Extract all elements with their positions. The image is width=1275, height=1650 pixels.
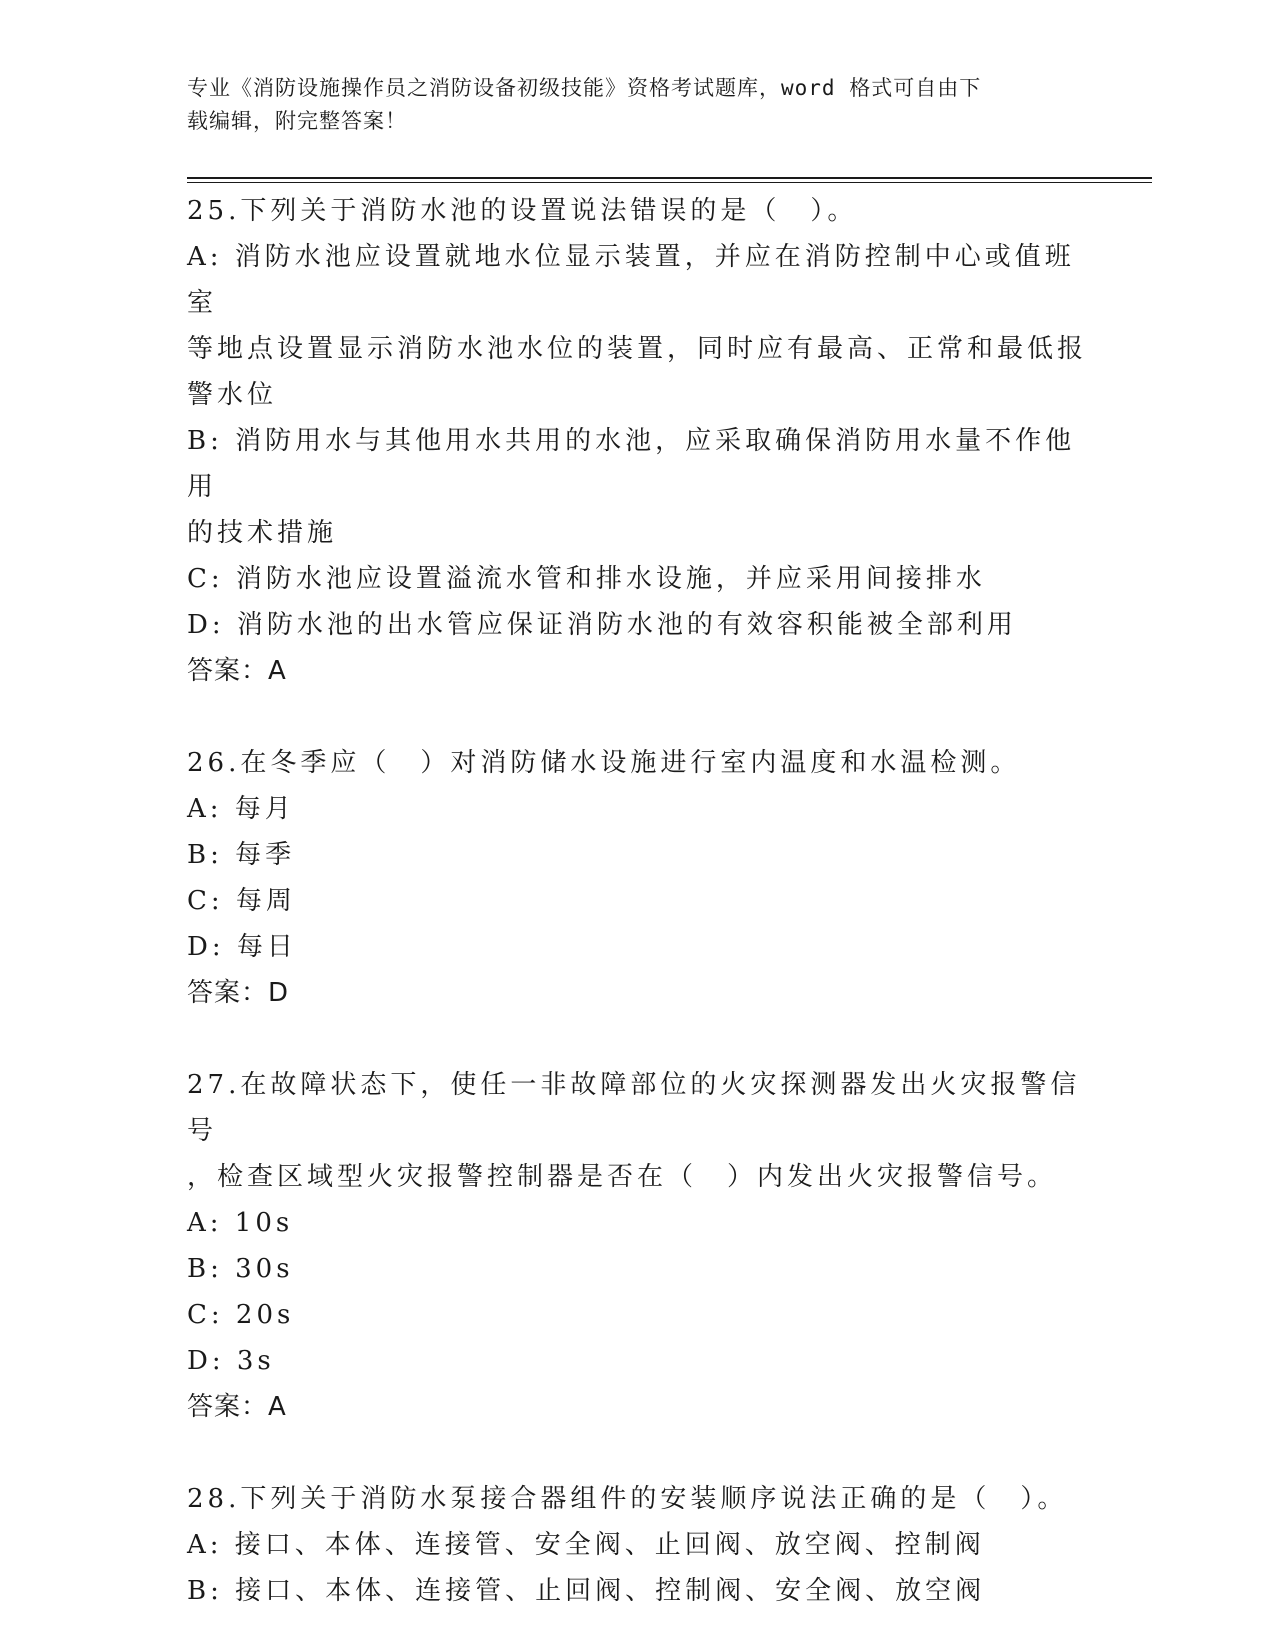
question-28	[187, 1476, 1087, 1614]
answer-line: 答案：D	[187, 978, 290, 1008]
question-stem: 25.下列关于消防水池的设置说法错误的是（ ）。	[187, 196, 858, 226]
option-c: C: 每周	[187, 886, 296, 916]
option-b: B: 消防用水与其他用水共用的水池，应采取确保消防用水量不作他用 的技术措施	[187, 426, 1076, 548]
header-divider-thick	[187, 177, 1152, 179]
header-line-1: 专业《消防设施操作员之消防设备初级技能》资格考试题库，word 格式可自由下	[187, 76, 982, 100]
option-c: C: 20s	[187, 1300, 295, 1330]
option-d: D: 消防水池的出水管应保证消防水池的有效容积能被全部利用	[187, 610, 1017, 640]
spacer	[187, 694, 1087, 740]
header-line-2: 载编辑，附完整答案！	[187, 109, 407, 133]
option-d: D: 3s	[187, 1346, 275, 1376]
spacer	[187, 1430, 1087, 1476]
document-header	[187, 72, 1087, 138]
question-stem: 28.下列关于消防水泵接合器组件的安装顺序说法正确的是（ ）。	[187, 1484, 1068, 1514]
question-26	[187, 740, 1087, 1016]
answer-line: 答案：A	[187, 656, 287, 686]
question-list	[187, 188, 1087, 1614]
option-d: D: 每日	[187, 932, 297, 962]
question-stem: 27.在故障状态下，使任一非故障部位的火灾探测器发出火灾报警信号 ，检查区域型火灾报警控制器是否在（ ）内发出火灾报警信号。	[187, 1070, 1081, 1192]
option-c: C: 消防水池应设置溢流水管和排水设施，并应采用间接排水	[187, 564, 986, 594]
option-b: B: 30s	[187, 1254, 294, 1284]
option-a: A: 10s	[187, 1208, 294, 1238]
header-divider-thin	[187, 182, 1152, 183]
option-b: B: 接口、本体、连接管、止回阀、控制阀、安全阀、放空阀	[187, 1576, 986, 1606]
option-a: A: 每月	[187, 794, 295, 824]
option-b: B: 每季	[187, 840, 296, 870]
spacer	[187, 1016, 1087, 1062]
option-a: A: 接口、本体、连接管、安全阀、止回阀、放空阀、控制阀	[187, 1530, 985, 1560]
question-27	[187, 1062, 1087, 1430]
question-25	[187, 188, 1087, 694]
option-a: A: 消防水池应设置就地水位显示装置，并应在消防控制中心或值班室 等地点设置显示消防水池水位的装置，同时应有最高、正常和最低报 警水位	[187, 242, 1088, 410]
answer-line: 答案：A	[187, 1392, 287, 1422]
question-stem: 26.在冬季应（ ）对消防储水设施进行室内温度和水温检测。	[187, 748, 1021, 778]
